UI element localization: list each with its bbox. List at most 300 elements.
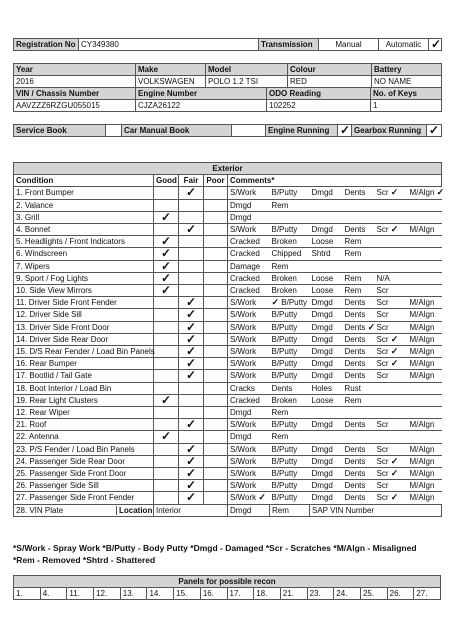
poor-check-icon (204, 394, 228, 406)
comment-cell: Dmgd (310, 333, 343, 345)
col-condition: Condition (14, 175, 154, 187)
panel-number: 24. (334, 588, 361, 600)
comment-cell: Dmgd (228, 199, 270, 211)
comment-cell: Dmgd (310, 419, 343, 431)
comment-cell: M/Algn (408, 370, 442, 382)
location-value: Interior (154, 504, 228, 516)
comment-cell (408, 199, 442, 211)
comment-cell (343, 211, 375, 223)
poor-check-icon (204, 321, 228, 333)
comment-cell: Holes (310, 382, 343, 394)
poor-check-icon (204, 443, 228, 455)
good-check-icon (154, 407, 179, 419)
comment-cell: M/Algn (408, 309, 442, 321)
comment-cell: Loose (310, 236, 343, 248)
poor-check-icon (204, 407, 228, 419)
comment-cell: Dents (343, 333, 375, 345)
condition-label: 22. Antenna (14, 431, 154, 443)
fair-check-icon (179, 394, 204, 406)
condition-label: 13. Driver Side Front Door (14, 321, 154, 333)
condition-label: 4. Bonnet (14, 224, 154, 236)
col-fair: Fair (179, 175, 204, 187)
poor-check-icon (204, 492, 228, 504)
comment-cell: Dmgd (310, 358, 343, 370)
comment-cell: Dents (270, 382, 310, 394)
good-check-icon (154, 492, 179, 504)
comment-cell: Dmgd (310, 492, 343, 504)
good-check-icon (154, 468, 179, 480)
table-row (14, 333, 442, 345)
comment-cell: S/Work ✓ (228, 492, 270, 504)
condition-label: 19. Rear Light Clusters (14, 394, 154, 406)
comment-cell: Dents (343, 187, 375, 199)
vehicle-header: Year (14, 64, 136, 76)
gearbox-running-label: Gearbox Running (352, 125, 427, 137)
vehicle-table-2 (13, 87, 442, 112)
comment-cell (375, 236, 408, 248)
comment-cell: B/Putty (270, 370, 310, 382)
fair-check-icon (179, 248, 204, 260)
comment-cell (310, 431, 343, 443)
panel-number: 27. (414, 588, 441, 600)
comment-cell: M/Algn ✓ (409, 187, 445, 198)
check-icon: ✓ (390, 224, 399, 235)
comment-cell: ✓ B/Putty (270, 297, 310, 309)
comment-cell: Scr (375, 309, 408, 321)
check-icon: ✓ (390, 455, 399, 466)
check-icon: ✓ (390, 492, 399, 503)
comment-cell: Dents (343, 468, 375, 480)
comment-cell: S/Work (228, 468, 270, 480)
comment-cell (408, 272, 442, 284)
table-row (14, 443, 442, 455)
condition-label: 16. Rear Bumper (14, 358, 154, 370)
comment-cell: Dents (343, 358, 375, 370)
comment-cell: Broken (270, 394, 310, 406)
comment-cell: Cracks (228, 382, 270, 394)
comment-cell: M/Algn (408, 224, 442, 236)
fair-check-icon: ✓ (179, 187, 204, 199)
comment-cell (375, 407, 408, 419)
vehicle-value: NO NAME (372, 76, 442, 88)
poor-check-icon (204, 248, 228, 260)
vin-comment: Rem (270, 504, 310, 516)
fair-check-icon: ✓ (179, 492, 204, 504)
comment-cell (408, 248, 442, 260)
comment-cell (270, 211, 310, 223)
comment-cell (375, 394, 408, 406)
table-row (14, 211, 442, 223)
table-row (14, 419, 442, 431)
comment-cell: B/Putty (270, 492, 310, 504)
comment-cell: B/Putty (270, 321, 310, 333)
poor-check-icon (204, 260, 228, 272)
legend-line-2: *Rem - Removed *Shtrd - Shattered (13, 555, 156, 565)
comment-cell (343, 431, 375, 443)
good-check-icon (154, 187, 179, 199)
fair-check-icon: ✓ (179, 321, 204, 333)
poor-check-icon (204, 309, 228, 321)
condition-label: 10. Side View Mirrors (14, 285, 154, 297)
fair-check-icon (179, 236, 204, 248)
service-book-label: Service Book (14, 125, 106, 137)
comment-cell: Dmgd (310, 309, 343, 321)
comment-cell (408, 285, 442, 297)
panel-number: 17. (227, 588, 254, 600)
transmission-label: Transmission (259, 39, 319, 51)
comment-cell (375, 199, 408, 211)
condition-label: 21. Roof (14, 419, 154, 431)
vin-comment: SAP VIN Number (310, 504, 442, 516)
comment-cell: Scr (375, 419, 408, 431)
panel-number: 18. (254, 588, 281, 600)
comment-cell (375, 431, 408, 443)
comment-cell: Scr ✓ (375, 333, 408, 345)
comment-cell: S/Work (228, 187, 270, 199)
comment-cell: Dents (343, 346, 375, 358)
comment-cell: Broken (270, 272, 310, 284)
comment-cell: Loose (310, 285, 343, 297)
panel-number: 1. (14, 588, 41, 600)
fair-check-icon: ✓ (179, 309, 204, 321)
table-row (14, 272, 442, 284)
comment-cell: M/Algn (408, 333, 442, 345)
col-comments: Comments* (228, 175, 442, 187)
poor-check-icon (204, 272, 228, 284)
comment-cell: Chipped (270, 248, 310, 260)
table-row (14, 455, 442, 467)
comment-cell: Dents (343, 492, 375, 504)
comment-cell: B/Putty (270, 480, 310, 492)
comment-cell: Dmgd (310, 297, 343, 309)
table-row (14, 285, 442, 297)
comment-cell: M/Algn (408, 346, 442, 358)
panel-number: 4. (40, 588, 67, 600)
poor-check-icon (204, 370, 228, 382)
poor-check-icon (204, 346, 228, 358)
check-icon: ✓ (258, 492, 266, 503)
good-check-icon (154, 370, 179, 382)
poor-check-icon (204, 187, 228, 199)
panels-table (13, 575, 441, 600)
comment-cell: Scr (375, 297, 408, 309)
comment-cell: Scr (375, 443, 408, 455)
poor-check-icon (204, 382, 228, 394)
comment-cell (343, 199, 375, 211)
comment-cell: S/Work (228, 297, 270, 309)
comment-cell: Rem (343, 248, 375, 260)
comment-cell: Cracked (228, 394, 270, 406)
comment-cell (408, 260, 442, 272)
condition-label: 1. Front Bumper (14, 187, 154, 199)
poor-check-icon (204, 199, 228, 211)
condition-label: 12. Rear Wiper (14, 407, 154, 419)
comment-cell: M/Algn (408, 419, 442, 431)
comment-cell: Dents (343, 309, 375, 321)
comment-cell: M/Algn (408, 480, 442, 492)
comment-cell (408, 211, 442, 223)
table-row (14, 236, 442, 248)
fair-check-icon: ✓ (179, 370, 204, 382)
panel-number: 14. (147, 588, 174, 600)
vehicle-header: No. of Keys (371, 88, 442, 100)
poor-check-icon (204, 431, 228, 443)
condition-label: 26. Passenger Side Sill (14, 480, 154, 492)
comment-cell: Dmgd (310, 224, 343, 236)
table-row (14, 468, 442, 480)
panel-number: 12. (94, 588, 121, 600)
comment-cell (375, 260, 408, 272)
comment-cell: S/Work (228, 419, 270, 431)
panel-number: 21. (280, 588, 307, 600)
vehicle-value: 1 (371, 100, 442, 112)
comment-cell: B/Putty (270, 443, 310, 455)
comment-cell: B/Putty (270, 333, 310, 345)
table-row (14, 358, 442, 370)
legend (13, 542, 417, 566)
comment-cell: Broken (270, 236, 310, 248)
poor-check-icon (204, 468, 228, 480)
comment-cell (310, 211, 343, 223)
condition-label: 6. Windscreen (14, 248, 154, 260)
comment-cell: Scr (375, 321, 408, 333)
comment-cell: Rem (270, 431, 310, 443)
comment-cell: M/Algn (408, 297, 442, 309)
good-check-icon: ✓ (154, 431, 179, 443)
vehicle-value: AAVZZZ6RZGU055015 (14, 100, 136, 112)
table-row (14, 187, 442, 199)
fair-check-icon: ✓ (179, 224, 204, 236)
comment-cell: M/Algn (408, 468, 442, 480)
table-row (14, 309, 442, 321)
registration-value: CY349380 (79, 39, 259, 51)
comment-cell (375, 211, 408, 223)
poor-check-icon (204, 236, 228, 248)
comment-cell: Rem (270, 407, 310, 419)
transmission-manual: Manual (319, 39, 379, 51)
vehicle-header: Model (206, 64, 288, 76)
condition-label: 24. Passenger Side Rear Door (14, 455, 154, 467)
comment-cell (375, 382, 408, 394)
comment-cell: Loose (310, 272, 343, 284)
comment-cell (408, 394, 442, 406)
comment-cell: Loose (310, 394, 343, 406)
check-icon: ✓ (390, 468, 399, 479)
good-check-icon (154, 321, 179, 333)
table-row (14, 346, 442, 358)
panel-number: 16. (200, 588, 227, 600)
comment-cell: Dmgd (310, 455, 343, 467)
comment-cell: Dmgd (310, 370, 343, 382)
good-check-icon (154, 333, 179, 345)
condition-label: 18. Boot Interior / Load Bin (14, 382, 154, 394)
check-icon: ✓ (390, 346, 399, 357)
condition-label: 3. Grill (14, 211, 154, 223)
comment-cell: B/Putty (270, 358, 310, 370)
location-label: Location (116, 506, 152, 515)
comment-cell: B/Putty (270, 468, 310, 480)
comment-cell: Dents (343, 419, 375, 431)
good-check-icon: ✓ (154, 272, 179, 284)
good-check-icon (154, 480, 179, 492)
poor-check-icon (204, 419, 228, 431)
comment-cell (343, 260, 375, 272)
comment-cell: B/Putty (270, 346, 310, 358)
good-check-icon (154, 358, 179, 370)
fair-check-icon: ✓ (179, 297, 204, 309)
fair-check-icon: ✓ (179, 455, 204, 467)
checks-table (13, 124, 442, 137)
good-check-icon: ✓ (154, 236, 179, 248)
panel-number: 23. (307, 588, 334, 600)
comment-cell: S/Work (228, 333, 270, 345)
comment-cell: Cracked (228, 272, 270, 284)
comment-cell: Shtrd (310, 248, 343, 260)
fair-check-icon: ✓ (179, 358, 204, 370)
condition-label: 27. Passenger Side Front Fender (14, 492, 154, 504)
gearbox-check-icon: ✓ (427, 125, 442, 137)
comment-cell: Rem (343, 272, 375, 284)
table-row (14, 382, 442, 394)
comment-cell: Scr (375, 480, 408, 492)
exterior-title: Exterior (14, 163, 442, 175)
comment-cell: Rust (343, 382, 375, 394)
comment-cell: Dmgd (228, 407, 270, 419)
check-icon: ✓ (390, 333, 399, 344)
comment-cell: M/Algn (408, 492, 442, 504)
good-check-icon: ✓ (154, 285, 179, 297)
panel-number: 15. (174, 588, 201, 600)
table-row (14, 370, 442, 382)
col-poor: Poor (204, 175, 228, 187)
good-check-icon: ✓ (154, 394, 179, 406)
vehicle-header: VIN / Chassis Number (14, 88, 136, 100)
vehicle-value: RED (288, 76, 372, 88)
table-row (14, 431, 442, 443)
comment-cell: S/Work (228, 358, 270, 370)
condition-label: 11. Driver Side Front Fender (14, 297, 154, 309)
comment-cell (408, 431, 442, 443)
comment-cell: S/Work (228, 346, 270, 358)
condition-label: 25. Passenger Side Front Door (14, 468, 154, 480)
comment-cell: M/Algn (408, 455, 442, 467)
check-icon: ✓ (390, 358, 399, 369)
comment-cell: Dmgd (310, 443, 343, 455)
check-icon: ✓ (367, 321, 376, 332)
comment-cell: Scr ✓ (375, 492, 408, 504)
fair-check-icon: ✓ (179, 333, 204, 345)
good-check-icon (154, 443, 179, 455)
comment-cell: Dents ✓ (344, 321, 376, 332)
condition-label: 7. Wipers (14, 260, 154, 272)
comment-cell: Rem (343, 285, 375, 297)
vehicle-value: POLO 1.2 TSI (206, 76, 288, 88)
col-good: Good (154, 175, 179, 187)
comment-cell: Dmgd (228, 211, 270, 223)
manual-book-box (232, 125, 266, 137)
good-check-icon (154, 346, 179, 358)
comment-cell: Dmgd (310, 321, 343, 333)
comment-cell: Dents (343, 480, 375, 492)
poor-check-icon (204, 224, 228, 236)
comment-cell: M/Algn (408, 443, 442, 455)
table-row (14, 407, 442, 419)
check-icon: ✓ (390, 187, 399, 198)
check-icon: ✓ (436, 187, 445, 198)
panel-number: 25. (360, 588, 387, 600)
manual-book-label: Car Manual Book (122, 125, 232, 137)
table-row (14, 199, 442, 211)
comment-cell (343, 407, 375, 419)
automatic-check-icon: ✓ (429, 39, 442, 51)
comment-cell: Scr ✓ (375, 358, 408, 370)
comment-cell: N/A (375, 272, 408, 284)
comment-cell: Dents (343, 443, 375, 455)
comment-cell (310, 260, 343, 272)
engine-check-icon: ✓ (338, 125, 352, 137)
comment-cell: S/Work (228, 370, 270, 382)
comment-cell: S/Work (228, 480, 270, 492)
good-check-icon: ✓ (154, 260, 179, 272)
vehicle-value: 2016 (14, 76, 136, 88)
vehicle-header: Engine Number (136, 88, 267, 100)
exterior-table (13, 162, 445, 517)
table-row (14, 248, 442, 260)
panels-title: Panels for possible recon (14, 576, 441, 588)
vehicle-header: Colour (288, 64, 372, 76)
panel-number: 26. (387, 588, 414, 600)
condition-label: 14. Driver Side Rear Door (14, 333, 154, 345)
comment-cell: Scr ✓ (375, 455, 408, 467)
fair-check-icon (179, 272, 204, 284)
poor-check-icon (204, 358, 228, 370)
table-row (14, 224, 442, 236)
comment-cell: Dmgd (310, 480, 343, 492)
vin-comment: Dmgd (228, 504, 270, 516)
fair-check-icon: ✓ (179, 419, 204, 431)
table-row (14, 297, 442, 309)
comment-cell (310, 199, 343, 211)
comment-cell: Scr (375, 370, 408, 382)
comment-cell: Broken (270, 285, 310, 297)
comment-cell: B/Putty (270, 187, 310, 199)
poor-check-icon (204, 455, 228, 467)
comment-cell: B/Putty (270, 455, 310, 467)
condition-label: 23. P/S Fender / Load Bin Panels (14, 443, 154, 455)
fair-check-icon: ✓ (179, 468, 204, 480)
fair-check-icon: ✓ (179, 346, 204, 358)
table-row (14, 321, 442, 333)
vehicle-header: Battery (372, 64, 442, 76)
fair-check-icon (179, 199, 204, 211)
vehicle-value: 102252 (267, 100, 371, 112)
comment-cell: Scr ✓ (375, 224, 408, 236)
comment-cell: Dmgd (228, 431, 270, 443)
comment-cell (408, 382, 442, 394)
legend-line-1: *S/Work - Spray Work *B/Putty - Body Putty *Dmgd - Damaged *Scr - Scratches *M/Algn - Misaligned (13, 543, 417, 553)
comment-cell: Dents (343, 455, 375, 467)
comment-cell: Scr ✓ (375, 346, 408, 358)
good-check-icon: ✓ (154, 211, 179, 223)
condition-label: 17. Bootlid / Tail Gate (14, 370, 154, 382)
comment-cell: B/Putty (270, 419, 310, 431)
poor-check-icon (204, 285, 228, 297)
table-row (14, 492, 442, 504)
registration-table (13, 38, 442, 51)
comment-cell: Rem (343, 394, 375, 406)
comment-cell: Cracked (228, 236, 270, 248)
comment-cell: S/Work (228, 321, 270, 333)
